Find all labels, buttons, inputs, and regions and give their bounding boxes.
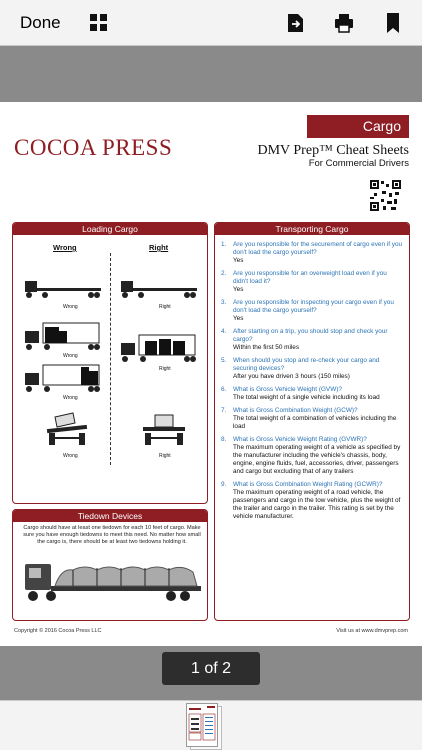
thumbnail-preview-icon <box>187 704 217 746</box>
category-badge: Cargo <box>307 115 409 138</box>
flatbed-tiedown-illustration <box>21 550 203 612</box>
right-column-label: Right <box>149 243 169 252</box>
product-title: DMV Prep™ Cheat Sheets <box>257 143 409 158</box>
question-text: After starting on a trip, you should stop and check your cargo? <box>233 328 388 343</box>
column-divider <box>110 253 111 465</box>
viewer-background <box>0 46 422 102</box>
print-icon[interactable] <box>333 12 355 34</box>
list-item: 5. When should you stop and re-check your cargo and securing devices? After you have driven 3 hours (150 miles) <box>221 357 403 381</box>
question-text: What is Gross Vehicle Weight Rating (GVWR)? <box>233 436 367 443</box>
illustration-caption: Wrong <box>63 304 78 310</box>
illustration-caption: Wrong <box>63 395 78 401</box>
export-icon[interactable] <box>285 12 307 34</box>
answer-text: Within the first 50 miles <box>233 344 300 351</box>
truck-empty-illustration <box>23 273 103 301</box>
truck-load-rear-illustration <box>23 363 103 395</box>
illustration-caption: Wrong <box>63 353 78 359</box>
list-item: 8. What is Gross Vehicle Weight Rating (GVWR)? The maximum operating weight of a vehicle as specified by the manufacturer including the vehicle's chassis, body, engine, engine fluids, fuel, accessories, driver, passengers and cargo but excluding that of any trailers <box>221 436 403 476</box>
question-text: What is Gross Combination Weight (GCW)? <box>233 407 358 414</box>
done-button[interactable]: Done <box>20 13 61 32</box>
top-toolbar <box>0 0 422 46</box>
truck-load-front-illustration <box>23 321 103 353</box>
illustration-caption: Right <box>159 453 171 459</box>
document-page[interactable] <box>0 102 422 646</box>
question-text: Are you responsible for the securement of cargo even if you don't load the cargo yourself? <box>233 241 403 256</box>
answer-text: The maximum operating weight of a road vehicle, the passengers and cargo in the tow vehicle, plus the weight of the trailer and cargo in the trailer. This rating is set by the vehicle manufacturer. <box>233 489 401 520</box>
list-item: 6. What is Gross Vehicle Weight (GVW)? The total weight of a single vehicle including its load <box>221 386 403 402</box>
answer-text: The total weight of a single vehicle including its load <box>233 394 380 401</box>
tiedown-description: Cargo should have at least one tiedown for each 10 feet of cargo. Make sure you have enough tiedowns to meet this need. No matter how small the cargo is, there should be at least two tiedowns holding it. <box>23 525 201 546</box>
question-list <box>215 235 409 521</box>
question-text: Are you responsible for an overweight load even if you didn't load it? <box>233 270 387 285</box>
panel-title: Loading Cargo <box>13 223 207 235</box>
answer-text: The maximum operating weight of a vehicle as specified by the manufacturer including the vehicle's chassis, body, engine, engine fluids, fuel, accessories, driver, passengers and cargo but excluding that of any trailers <box>233 444 401 475</box>
page-indicator: 1 of 2 <box>162 652 260 685</box>
trailer-rear-level-illustration <box>139 411 189 451</box>
answer-text: The total weight of a combination of vehicles including the load <box>233 415 397 430</box>
product-subtitle: For Commercial Drivers <box>308 158 409 169</box>
loading-cargo-panel <box>12 222 208 504</box>
panel-title: Transporting Cargo <box>215 223 409 235</box>
list-item: 9. What is Gross Combination Weight Rating (GCWR)? The maximum operating weight of a road vehicle, the passengers and cargo in the tow vehicle, plus the weight of the trailer and cargo in the trailer. This rating is set by the vehicle manufacturer. <box>221 481 403 521</box>
list-item: 4. After starting on a trip, you should stop and check your cargo? Within the first 50 miles <box>221 328 403 352</box>
copyright-text: Copyright © 2016 Cocoa Press LLC <box>14 628 102 634</box>
wrong-column-label: Wrong <box>53 243 77 252</box>
question-text: What is Gross Combination Weight Rating (GCWR)? <box>233 481 383 488</box>
illustration-caption: Right <box>159 366 171 372</box>
question-text: Are you responsible for inspecting your cargo even if you don't load the cargo yourself? <box>233 299 394 314</box>
list-item: 3. Are you responsible for inspecting your cargo even if you don't load the cargo yourself? Yes <box>221 299 403 323</box>
panel-title: Tiedown Devices <box>13 510 207 522</box>
transporting-cargo-panel <box>214 222 410 621</box>
answer-text: After you have driven 3 hours (150 miles) <box>233 373 350 380</box>
brand-logo: COCOA PRESS <box>14 135 173 160</box>
question-text: What is Gross Vehicle Weight (GVW)? <box>233 386 342 393</box>
truck-empty-illustration <box>119 273 199 301</box>
qr-code-icon <box>369 179 402 212</box>
truck-balanced-load-illustration <box>119 333 199 365</box>
page-thumbnail-1[interactable] <box>186 703 218 747</box>
trailer-rear-tilted-illustration <box>43 411 93 451</box>
answer-text: Yes <box>233 286 244 293</box>
illustration-caption: Wrong <box>63 453 78 459</box>
illustration-caption: Right <box>159 304 171 310</box>
tiedown-devices-panel <box>12 509 208 621</box>
list-item: 7. What is Gross Combination Weight (GCW)? The total weight of a combination of vehicles including the load <box>221 407 403 431</box>
grid-icon[interactable] <box>88 12 110 34</box>
list-item: 2. Are you responsible for an overweight load even if you didn't load it? Yes <box>221 270 403 294</box>
bookmark-icon[interactable] <box>382 12 404 34</box>
website-text: Visit us at www.dmvprep.com <box>336 628 408 634</box>
question-text: When should you stop and re-check your cargo and securing devices? <box>233 357 380 372</box>
answer-text: Yes <box>233 315 244 322</box>
list-item: 1. Are you responsible for the securement of cargo even if you don't load the cargo yourself? Yes <box>221 241 403 264</box>
answer-text: Yes <box>233 257 244 264</box>
